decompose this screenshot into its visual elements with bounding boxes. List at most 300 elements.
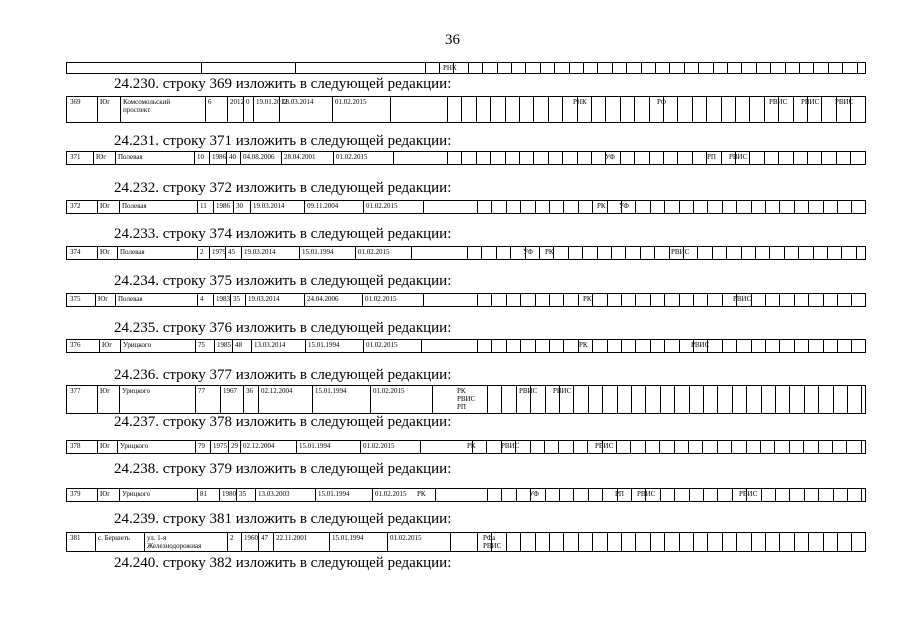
table-cell-border: [578, 294, 579, 306]
table-cell-border: [253, 97, 254, 122]
table-cell-street: Урицкого: [122, 387, 151, 395]
table-cell-border: [241, 247, 242, 259]
table-cell-border: [213, 201, 214, 213]
page-number: 36: [445, 32, 460, 48]
table-cell-border: [420, 441, 421, 453]
table-cell-border: [95, 533, 96, 551]
table-cell-border: [689, 386, 690, 413]
table-cell-wear: 47: [261, 534, 268, 542]
table-cell-border: [467, 247, 468, 259]
table-cell-border: [363, 340, 364, 352]
table-cell-border: [611, 247, 612, 259]
table-cell-border: [833, 489, 834, 501]
table-cell-border: [219, 489, 220, 501]
table-cell-wear: 40: [229, 153, 236, 161]
table-cell-border: [372, 489, 373, 501]
table-cell-district: Юг: [100, 98, 111, 106]
table-cell-border: [477, 340, 478, 352]
table-cell-border: [390, 97, 391, 122]
table-cell-border: [97, 201, 98, 213]
table-cell-border: [519, 152, 520, 164]
table-cell-border: [562, 97, 563, 122]
table-cell-border: [516, 489, 517, 501]
table-cell-border: [245, 294, 246, 306]
table-cell-house: 4: [200, 295, 204, 303]
table-cell-border: [477, 294, 478, 306]
table-cell-year: 1983: [216, 295, 230, 303]
table-cell-border: [712, 247, 713, 259]
table-cell-border: [273, 533, 274, 551]
table-cell-border: [93, 152, 94, 164]
table-cell-border: [727, 63, 728, 73]
table-cell-work: РК: [583, 295, 592, 303]
table-cell-work: РК: [417, 490, 426, 498]
table-cell-border: [210, 441, 211, 453]
table-cell-border: [621, 294, 622, 306]
table-cell-border: [97, 247, 98, 259]
table-cell-border: [227, 97, 228, 122]
table-cell-border: [692, 152, 693, 164]
table-cell-border: [592, 294, 593, 306]
table-cell-date3: 01.02.2015: [336, 153, 368, 161]
table-cell-border: [119, 201, 120, 213]
table-cell-border: [813, 247, 814, 259]
table-cell-street: Комсомольский проспект: [123, 98, 171, 114]
table-cell-border: [520, 340, 521, 352]
table-cell-border: [597, 63, 598, 73]
table-cell-border: [583, 63, 584, 73]
table-cell-house: 10: [197, 153, 204, 161]
section-heading: 24.238. строку 379 изложить в следующей редакции:: [114, 461, 452, 477]
table-cell-work: РВИС: [501, 442, 520, 450]
table-cell-border: [411, 247, 412, 259]
table-cell-border: [563, 340, 564, 352]
table-cell-border: [659, 441, 660, 453]
table-cell-wear: 29: [231, 442, 238, 450]
table-cell-border: [563, 294, 564, 306]
table-cell-date3: 01.02.2015: [375, 490, 407, 498]
table-cell-border: [477, 533, 478, 551]
table-cell-border: [491, 201, 492, 213]
table-cell-border: [304, 294, 305, 306]
table-cell-border: [607, 340, 608, 352]
table-cell-border: [775, 386, 776, 413]
table-cell-border: [765, 201, 766, 213]
table-cell-border: [205, 97, 206, 122]
table-cell-wear: 35: [233, 295, 240, 303]
table-cell-border: [794, 201, 795, 213]
table-cell-border: [97, 97, 98, 122]
table-cell-border: [305, 340, 306, 352]
table-cell-border: [779, 340, 780, 352]
table-cell-district: Юг: [96, 153, 107, 161]
table-cell-border: [490, 97, 491, 122]
table-cell-border: [631, 386, 632, 413]
table-cell-border: [851, 340, 852, 352]
table-cell-border: [491, 340, 492, 352]
table-cell-border: [616, 441, 617, 453]
table-row: [66, 385, 866, 414]
table-cell-border: [664, 201, 665, 213]
section-heading: 24.240. строку 382 изложить в следующей редакции:: [114, 555, 452, 571]
table-cell-district: Юг: [100, 202, 111, 210]
table-cell-border: [832, 441, 833, 453]
table-cell-border: [722, 294, 723, 306]
table-cell-border: [775, 489, 776, 501]
table-cell-border: [851, 201, 852, 213]
table-cell-date3: 01.02.2015: [366, 341, 398, 349]
table-cell-wear: 36: [246, 387, 253, 395]
table-cell-border: [621, 340, 622, 352]
table-cell-border: [315, 489, 316, 501]
table-cell-street: Полевая: [118, 295, 143, 303]
table-cell-street: ул. 1-я Железнодорожная: [147, 534, 202, 550]
table-cell-work: УФ: [619, 202, 629, 210]
table-cell-border: [631, 489, 632, 501]
table-cell-border: [764, 152, 765, 164]
section-heading: 24.230. строку 369 изложить в следующей редакции:: [114, 76, 452, 92]
table-cell-year: 1979: [212, 248, 226, 256]
table-cell-border: [115, 294, 116, 306]
table-cell-year: 1986: [212, 153, 226, 161]
table-cell-border: [545, 386, 546, 413]
table-cell-border: [505, 152, 506, 164]
table-cell-wear: 45: [228, 248, 235, 256]
table-cell-border: [535, 533, 536, 551]
table-cell-border: [679, 340, 680, 352]
table-cell-border: [197, 247, 198, 259]
table-cell-border: [95, 294, 96, 306]
table-cell-year: 1975: [213, 442, 227, 450]
table-cell-wear: 35: [239, 490, 246, 498]
table-cell-border: [549, 340, 550, 352]
table-cell-border: [731, 441, 732, 453]
table-cell-border: [592, 201, 593, 213]
table-row: [66, 293, 866, 307]
table-cell-border: [592, 340, 593, 352]
table-cell-border: [640, 247, 641, 259]
table-cell-border: [563, 201, 564, 213]
table-cell-border: [692, 97, 693, 122]
table-cell-border: [144, 533, 145, 551]
table-cell-border: [201, 63, 202, 73]
table-row: [66, 339, 866, 353]
table-cell-border: [251, 340, 252, 352]
table-cell-border: [255, 489, 256, 501]
table-cell-border: [808, 340, 809, 352]
table-cell-work: РВИС: [553, 387, 572, 395]
table-cell-date1: 13.03.2003: [258, 490, 290, 498]
table-cell-border: [591, 97, 592, 122]
table-cell-border: [213, 294, 214, 306]
table-cell-border: [533, 152, 534, 164]
table-cell-border: [717, 386, 718, 413]
table-cell-border: [568, 247, 569, 259]
table-cell-work: РВИС: [769, 98, 788, 106]
table-cell-date2: 28.04.2001: [284, 153, 316, 161]
table-row: [66, 96, 866, 123]
table-cell-border: [295, 63, 296, 73]
table-cell-district: Юг: [100, 442, 111, 450]
table-cell-border: [837, 201, 838, 213]
table-cell-border: [664, 294, 665, 306]
table-cell-border: [333, 152, 334, 164]
table-cell-border: [605, 97, 606, 122]
table-cell-border: [789, 489, 790, 501]
table-cell-street: Урицкого: [120, 442, 149, 450]
table-cell-border: [468, 63, 469, 73]
table-cell-num: 378: [70, 442, 81, 450]
table-cell-border: [765, 294, 766, 306]
table-cell-border: [563, 533, 564, 551]
table-cell-year: 1985: [217, 341, 231, 349]
table-cell-border: [789, 386, 790, 413]
table-cell-border: [861, 489, 862, 501]
table-cell-border: [779, 533, 780, 551]
table-cell-border: [741, 63, 742, 73]
table-cell-border: [645, 441, 646, 453]
table-cell-border: [823, 533, 824, 551]
table-cell-border: [861, 441, 862, 453]
table-cell-border: [435, 489, 436, 501]
table-cell-border: [241, 533, 242, 551]
table-cell-border: [793, 152, 794, 164]
table-row: [66, 246, 866, 260]
table-cell-border: [447, 152, 448, 164]
table-cell-border: [481, 247, 482, 259]
table-cell-border: [706, 97, 707, 122]
table-cell-border: [703, 489, 704, 501]
table-cell-border: [664, 340, 665, 352]
table-row: [66, 62, 866, 74]
table-cell-border: [828, 63, 829, 73]
table-cell-border: [486, 441, 487, 453]
table-cell-border: [592, 533, 593, 551]
table-cell-street: Полевая: [118, 153, 143, 161]
table-cell-border: [194, 152, 195, 164]
table-cell-work: РВИС: [729, 153, 748, 161]
table-cell-border: [621, 533, 622, 551]
table-cell-border: [732, 489, 733, 501]
table-cell-border: [660, 489, 661, 501]
table-cell-border: [240, 441, 241, 453]
table-cell-border: [813, 63, 814, 73]
table-cell-border: [721, 97, 722, 122]
table-cell-district: с. Бершеть: [98, 534, 130, 542]
table-cell-border: [233, 201, 234, 213]
table-cell-border: [785, 63, 786, 73]
table-cell-border: [573, 489, 574, 501]
table-cell-border: [677, 152, 678, 164]
section-heading: 24.235. строку 376 изложить в следующей редакции:: [114, 320, 452, 336]
table-cell-border: [861, 386, 862, 413]
table-cell-border: [755, 247, 756, 259]
table-cell-border: [197, 294, 198, 306]
table-cell-border: [650, 201, 651, 213]
table-row: [66, 532, 866, 552]
table-cell-border: [764, 97, 765, 122]
table-cell-border: [115, 152, 116, 164]
table-cell-border: [851, 294, 852, 306]
table-cell-house: 77: [198, 387, 205, 395]
table-cell-border: [749, 97, 750, 122]
table-cell-border: [516, 386, 517, 413]
table-cell-border: [760, 441, 761, 453]
table-cell-border: [794, 340, 795, 352]
table-cell-border: [387, 533, 388, 551]
table-cell-border: [803, 441, 804, 453]
table-cell-border: [329, 533, 330, 551]
table-cell-border: [707, 201, 708, 213]
table-cell-border: [533, 97, 534, 122]
section-heading: 24.237. строку 378 изложить в следующей редакции:: [114, 414, 452, 430]
table-cell-border: [649, 97, 650, 122]
table-cell-work: РВИС: [739, 490, 758, 498]
table-cell-border: [736, 340, 737, 352]
table-cell-border: [857, 63, 858, 73]
table-cell-year: 1986: [216, 202, 230, 210]
table-cell-border: [423, 294, 424, 306]
table-cell-border: [799, 63, 800, 73]
table-cell-date3: 01.02.2015: [366, 202, 398, 210]
table-cell-num: 377: [70, 387, 81, 395]
table-cell-border: [535, 340, 536, 352]
table-cell-border: [195, 340, 196, 352]
table-cell-border: [587, 441, 588, 453]
table-cell-border: [588, 489, 589, 501]
table-cell-date1: 13.03.2014: [254, 341, 286, 349]
table-cell-border: [520, 294, 521, 306]
table-cell-num: 375: [70, 295, 81, 303]
table-cell-wear: 0: [246, 98, 250, 106]
table-cell-border: [573, 441, 574, 453]
table-cell-border: [645, 386, 646, 413]
table-cell-num: 372: [70, 202, 81, 210]
table-row: [66, 151, 866, 165]
table-cell-border: [677, 97, 678, 122]
table-cell-border: [97, 441, 98, 453]
table-cell-border: [751, 201, 752, 213]
table-cell-border: [506, 533, 507, 551]
table-cell-border: [626, 63, 627, 73]
table-cell-border: [505, 97, 506, 122]
section-heading: 24.233. строку 374 изложить в следующей редакции:: [114, 226, 452, 242]
table-cell-border: [461, 97, 462, 122]
table-cell-date3: 01.02.2015: [335, 98, 367, 106]
table-cell-date3: 01.02.2015: [373, 387, 405, 395]
table-cell-border: [544, 441, 545, 453]
table-cell-street: Полевая: [120, 248, 145, 256]
table-cell-border: [355, 247, 356, 259]
table-cell-border: [751, 533, 752, 551]
table-cell-border: [197, 489, 198, 501]
table-cell-border: [823, 294, 824, 306]
table-cell-border: [808, 533, 809, 551]
table-cell-border: [120, 97, 121, 122]
table-cell-year: 2012: [230, 98, 244, 106]
table-cell-border: [281, 152, 282, 164]
table-cell-district: Юг: [100, 387, 111, 395]
table-cell-border: [847, 489, 848, 501]
table-cell-house: 2: [230, 534, 234, 542]
table-cell-district: Юг: [100, 248, 111, 256]
table-cell-border: [674, 386, 675, 413]
table-cell-border: [226, 152, 227, 164]
table-cell-border: [447, 97, 448, 122]
table-cell-border: [209, 247, 210, 259]
table-cell-border: [746, 386, 747, 413]
table-cell-wear: 30: [236, 202, 243, 210]
table-cell-street: Урицкого: [123, 341, 152, 349]
table-cell-border: [332, 97, 333, 122]
table-cell-district: Юг: [98, 295, 109, 303]
table-cell-border: [360, 441, 361, 453]
table-cell-district: Юг: [100, 490, 111, 498]
table-cell-border: [850, 152, 851, 164]
table-cell-border: [635, 340, 636, 352]
table-cell-border: [487, 386, 488, 413]
section-heading: 24.239. строку 381 изложить в следующей редакции:: [114, 511, 452, 527]
table-cell-border: [258, 386, 259, 413]
table-cell-border: [804, 386, 805, 413]
table-cell-border: [607, 533, 608, 551]
table-cell-border: [227, 533, 228, 551]
table-cell-date1: 19.03.2014: [244, 248, 276, 256]
table-cell-border: [823, 340, 824, 352]
table-cell-border: [236, 489, 237, 501]
table-cell-date1: 19.03.2014: [253, 202, 285, 210]
table-cell-year: 1960: [244, 534, 258, 542]
table-cell-border: [650, 340, 651, 352]
table-cell-border: [703, 386, 704, 413]
table-cell-border: [741, 247, 742, 259]
table-cell-work: РФа РВИС: [483, 534, 502, 550]
table-cell-border: [761, 489, 762, 501]
table-row: [66, 200, 866, 214]
table-cell-work: УФ: [523, 248, 533, 256]
table-cell-border: [119, 489, 120, 501]
table-cell-border: [697, 247, 698, 259]
table-cell-border: [713, 63, 714, 73]
table-cell-border: [520, 533, 521, 551]
table-cell-border: [784, 247, 785, 259]
table-cell-work: РВИС: [671, 248, 690, 256]
table-cell-date2: 15.01.1994: [299, 442, 331, 450]
table-cell-border: [722, 533, 723, 551]
table-cell-date3: 01.02.2015: [363, 442, 395, 450]
table-cell-border: [774, 441, 775, 453]
table-cell-date2: 15.01.1994: [308, 341, 340, 349]
table-cell-border: [818, 441, 819, 453]
table-cell-work: РВИС: [733, 295, 752, 303]
table-cell-date3: 01.02.2015: [358, 248, 390, 256]
table-cell-house: 2: [200, 248, 204, 256]
table-cell-border: [660, 386, 661, 413]
table-cell-border: [779, 201, 780, 213]
table-cell-border: [765, 340, 766, 352]
table-cell-border: [837, 340, 838, 352]
table-cell-border: [228, 441, 229, 453]
table-cell-border: [756, 63, 757, 73]
table-cell-border: [688, 441, 689, 453]
table-cell-border: [804, 489, 805, 501]
table-cell-border: [789, 441, 790, 453]
table-cell-border: [847, 386, 848, 413]
table-cell-work: РФ: [657, 98, 667, 106]
table-cell-border: [693, 533, 694, 551]
table-cell-border: [851, 533, 852, 551]
table-cell-border: [751, 340, 752, 352]
